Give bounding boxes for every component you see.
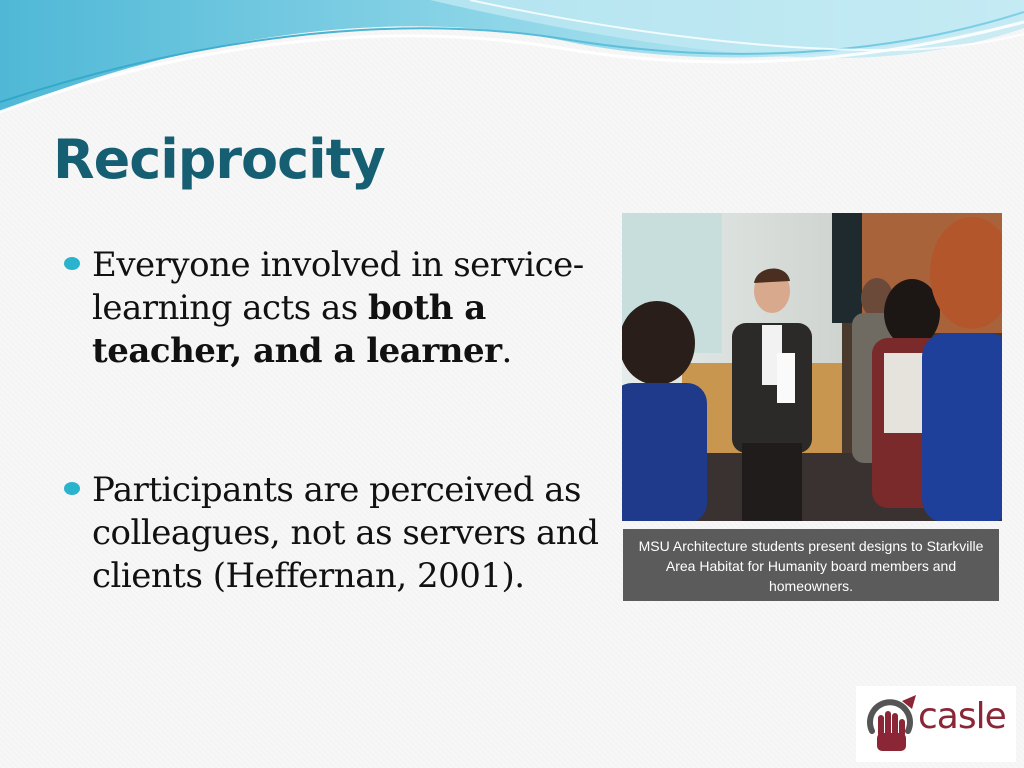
header-wave-decoration [0, 0, 1024, 130]
bullet-emphasis: both a teacher, and a learner [92, 288, 502, 371]
bullet-item-reciprocal-roles [62, 244, 622, 373]
bullet-text-end: . [501, 331, 512, 371]
logo-wordmark: casle [918, 696, 1006, 737]
bullet-list [62, 244, 622, 598]
photo-caption: MSU Architecture students present designs to Starkville Area Habitat for Humanity board members and homeowners. [623, 529, 999, 601]
presentation-photo [622, 213, 1002, 521]
bullet-dot-icon [64, 257, 80, 270]
slide-title: Reciprocity [53, 128, 385, 191]
hand-raise-logo-icon [862, 691, 920, 757]
casle-logo [856, 686, 1016, 762]
bullet-dot-icon [64, 482, 80, 495]
bullet-item-colleagues [62, 469, 622, 598]
bullet-text: Participants are perceived as colleagues, not as servers and clients (Heffernan, 2001). [92, 470, 599, 596]
bullet-text: Everyone involved in service-learning acts as [92, 245, 584, 328]
